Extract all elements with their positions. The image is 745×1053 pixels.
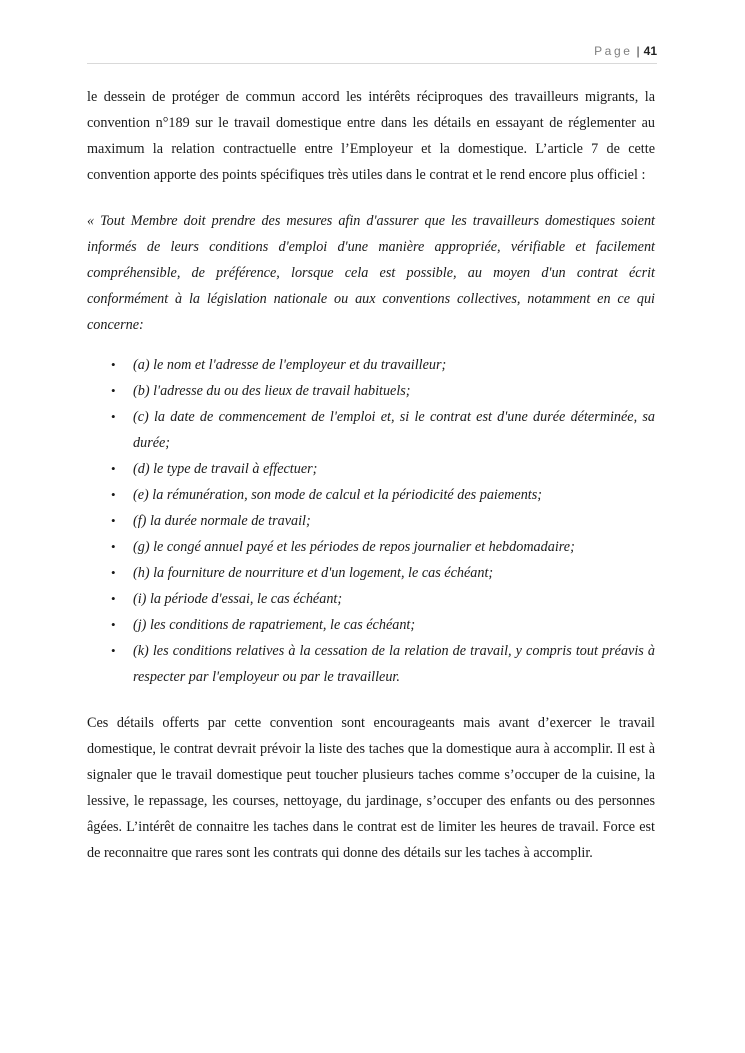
bullet-icon: • — [111, 487, 116, 502]
bullet-icon: • — [111, 383, 116, 398]
bullet-icon: • — [111, 591, 116, 606]
bullet-icon: • — [111, 539, 116, 554]
list-item — [87, 560, 655, 586]
header-rule — [87, 63, 657, 64]
bullet-icon: • — [111, 565, 116, 580]
page-header — [594, 44, 657, 58]
list-item-text: (j) les conditions de rapatriement, le cas échéant; — [133, 617, 416, 633]
bullet-icon: • — [111, 513, 116, 528]
list-item — [87, 378, 655, 404]
list-item — [87, 456, 655, 482]
bullet-icon: • — [111, 357, 116, 372]
list-item — [87, 638, 655, 690]
intro-paragraph: le dessein de protéger de commun accord les intérêts réciproques des travailleurs migrants, la convention n°189 sur le travail domestique entre dans les détails en essayant de réglementer au maximum la relation contractuelle entre l’Employeur et la domestique. L’article 7 de cette convention apporte des points spécifiques très utiles dans le contrat et le rend encore plus officiel : — [87, 89, 655, 183]
list-item-text: (g) le congé annuel payé et les périodes de repos journalier et hebdomadaire; — [133, 539, 575, 555]
header-separator: | — [636, 44, 640, 58]
list-item-text: (k) les conditions relatives à la cessation de la relation de travail, y compris tout préavis à respecter par l'employeur ou par le travailleur. — [133, 643, 655, 685]
closing-paragraph: Ces détails offerts par cette convention sont encourageants mais avant d’exercer le travail domestique, le contrat devrait prévoir la liste des taches que la domestique aura à accomplir. Il est à signaler que le travail domestique peut toucher plusieurs taches comme s’occuper de la cuisine, la lessive, le repassage, les courses, nettoyage, du jardinage, s’occuper des enfants ou des personnes âgées. L’intérêt de connaitre les taches dans le contrat est de limiter les heures de travail. Force est de reconnaitre que rares sont les contrats qui donne des détails sur les taches à accomplir. — [87, 715, 655, 861]
list-item-text: (i) la période d'essai, le cas échéant; — [133, 591, 343, 607]
page-label: Page — [594, 44, 633, 58]
page-number: 41 — [643, 44, 657, 58]
list-item-text: (c) la date de commencement de l'emploi et, si le contrat est d'une durée déterminée, sa durée; — [133, 409, 655, 451]
list-item — [87, 352, 655, 378]
page-content — [87, 84, 655, 866]
list-item-text: (a) le nom et l'adresse de l'employeur et du travailleur; — [133, 357, 447, 373]
list-item — [87, 404, 655, 456]
list-item — [87, 534, 655, 560]
bullet-icon: • — [111, 643, 116, 658]
convention-list — [87, 352, 655, 690]
list-item-text: (d) le type de travail à effectuer; — [133, 461, 318, 477]
list-item-text: (e) la rémunération, son mode de calcul et la périodicité des paiements; — [133, 487, 542, 503]
list-item-text: (h) la fourniture de nourriture et d'un logement, le cas échéant; — [133, 565, 494, 581]
list-item-text: (b) l'adresse du ou des lieux de travail habituels; — [133, 383, 411, 399]
bullet-icon: • — [111, 409, 116, 424]
quote-paragraph: « Tout Membre doit prendre des mesures afin d'assurer que les travailleurs domestiques soient informés de leurs conditions d'emploi d'une manière appropriée, vérifiable et facilement compréhensible, de préférence, lorsque cela est possible, au moyen d'un contrat écrit conformément à la législation nationale ou aux conventions collectives, notamment en ce qui concerne: — [87, 213, 655, 333]
list-item — [87, 508, 655, 534]
list-item — [87, 586, 655, 612]
list-item — [87, 482, 655, 508]
list-item — [87, 612, 655, 638]
list-item-text: (f) la durée normale de travail; — [133, 513, 311, 529]
bullet-icon: • — [111, 461, 116, 476]
bullet-icon: • — [111, 617, 116, 632]
